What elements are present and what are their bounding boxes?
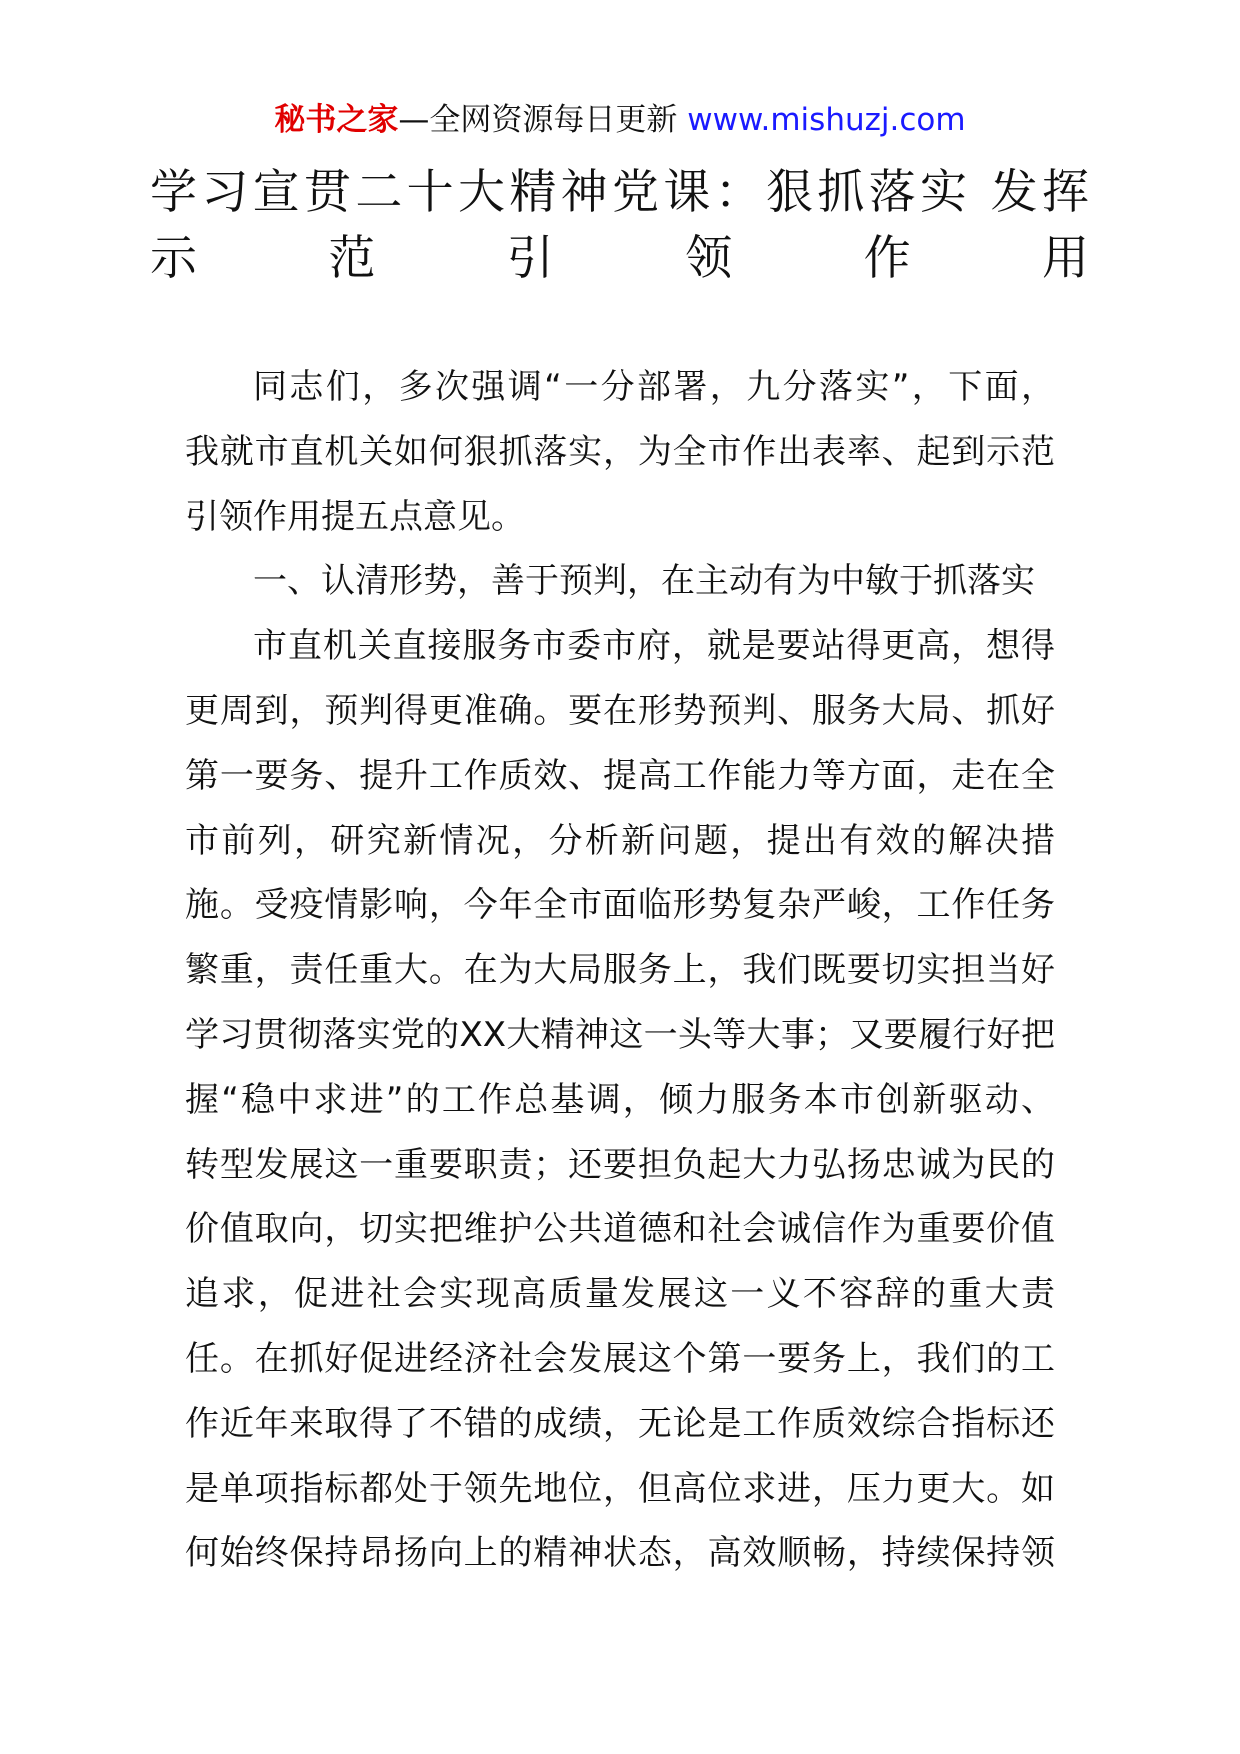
title-line-1: 学习宣贯二十大精神党课：狠抓落实 发挥 [150, 165, 1090, 220]
text-line: 第一要务、提升工作质效、提高工作能力等方面，走在全 [185, 755, 1055, 796]
section-heading-text: 一、认清形势，善于预判，在主动有为中敏于抓落实 [253, 561, 1035, 602]
text-line: 繁重，责任重大。在为大局服务上，我们既要切实担当好 [185, 950, 1055, 991]
title-line-2: 示范引领作用 [150, 231, 1090, 286]
text-line: 学习贯彻落实党的XX大精神这一头等大事；又要履行好把 [185, 1014, 1055, 1055]
text-line: 作近年来取得了不错的成绩，无论是工作质效综合指标还 [185, 1403, 1055, 1444]
brand-name: 秘书之家 [274, 102, 399, 138]
paragraph-section-1 [185, 614, 1055, 1586]
site-url-link[interactable]: www.mishuzj.com [687, 102, 966, 138]
paragraph-intro [185, 355, 1055, 549]
document-body [185, 355, 1055, 1586]
text-line: 是单项指标都处于领先地位，但高位求进，压力更大。如 [185, 1468, 1055, 1509]
section-heading-1 [185, 549, 1055, 614]
text-line: 更周到，预判得更准确。要在形势预判、服务大局、抓好 [185, 690, 1055, 731]
text-line: 我就市直机关如何狠抓落实，为全市作出表率、起到示范 [185, 431, 1055, 472]
text-line: 追求，促进社会实现高质量发展这一义不容辞的重大责 [185, 1274, 1055, 1315]
text-line: 同志们，多次强调“一分部署，九分落实”，下面， [253, 367, 1055, 407]
text-line: 引领作用提五点意见。 [185, 496, 525, 537]
text-line: 施。受疫情影响，今年全市面临形势复杂严峻，工作任务 [185, 885, 1055, 926]
text-line: 何始终保持昂扬向上的精神状态，高效顺畅，持续保持领 [185, 1533, 1055, 1574]
document-title [150, 160, 1090, 292]
site-header [0, 100, 1240, 140]
text-line: 任。在抓好促进经济社会发展这个第一要务上，我们的工 [185, 1338, 1055, 1379]
text-line: 握“稳中求进”的工作总基调，倾力服务本市创新驱动、 [185, 1079, 1055, 1120]
header-tagline: —全网资源每日更新 [398, 102, 678, 138]
text-line: 转型发展这一重要职责；还要担负起大力弘扬忠诚为民的 [185, 1144, 1055, 1185]
text-line: 市前列，研究新情况，分析新问题，提出有效的解决措 [185, 820, 1055, 861]
text-line: 市直机关直接服务市委市府，就是要站得更高，想得 [253, 626, 1055, 667]
text-line: 价值取向，切实把维护公共道德和社会诚信作为重要价值 [185, 1209, 1055, 1250]
